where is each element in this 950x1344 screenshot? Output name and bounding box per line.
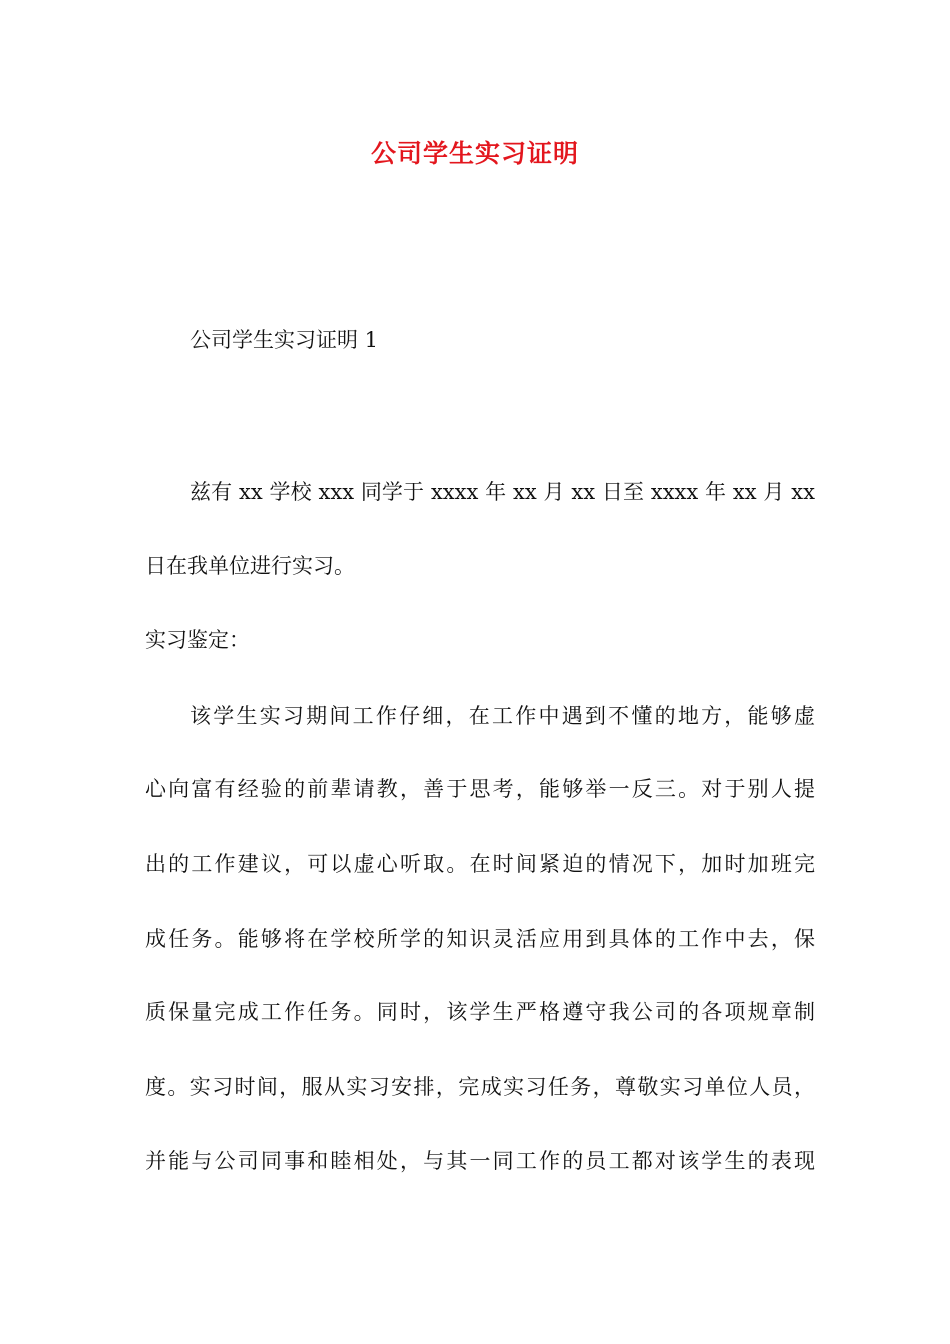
appraisal-label: 实习鉴定： — [145, 628, 250, 652]
intro-line-1: 兹有 xx 学校 xxx 同学于 xxxx 年 xx 月 xx 日至 xxxx 年 xx 月 xx — [190, 480, 815, 504]
body-line-5: 质保量完成工作任务。同时，该学生严格遵守我公司的各项规章制 — [145, 1000, 815, 1024]
body-line-4: 成任务。能够将在学校所学的知识灵活应用到具体的工作中去，保 — [145, 927, 815, 951]
body-line-1: 该学生实习期间工作仔细，在工作中遇到不懂的地方，能够虚 — [190, 704, 815, 728]
document-title: 公司学生实习证明 — [370, 139, 579, 168]
intro-line-2: 日在我单位进行实习。 — [145, 554, 355, 578]
body-line-6: 度。实习时间，服从实习安排，完成实习任务，尊敬实习单位人员， — [145, 1075, 815, 1099]
body-line-3: 出的工作建议，可以虚心听取。在时间紧迫的情况下，加时加班完 — [145, 852, 815, 876]
section-heading: 公司学生实习证明 1 — [190, 328, 379, 352]
body-line-7: 并能与公司同事和睦相处，与其一同工作的员工都对该学生的表现 — [145, 1149, 815, 1173]
body-line-2: 心向富有经验的前辈请教，善于思考，能够举一反三。对于别人提 — [145, 777, 815, 801]
